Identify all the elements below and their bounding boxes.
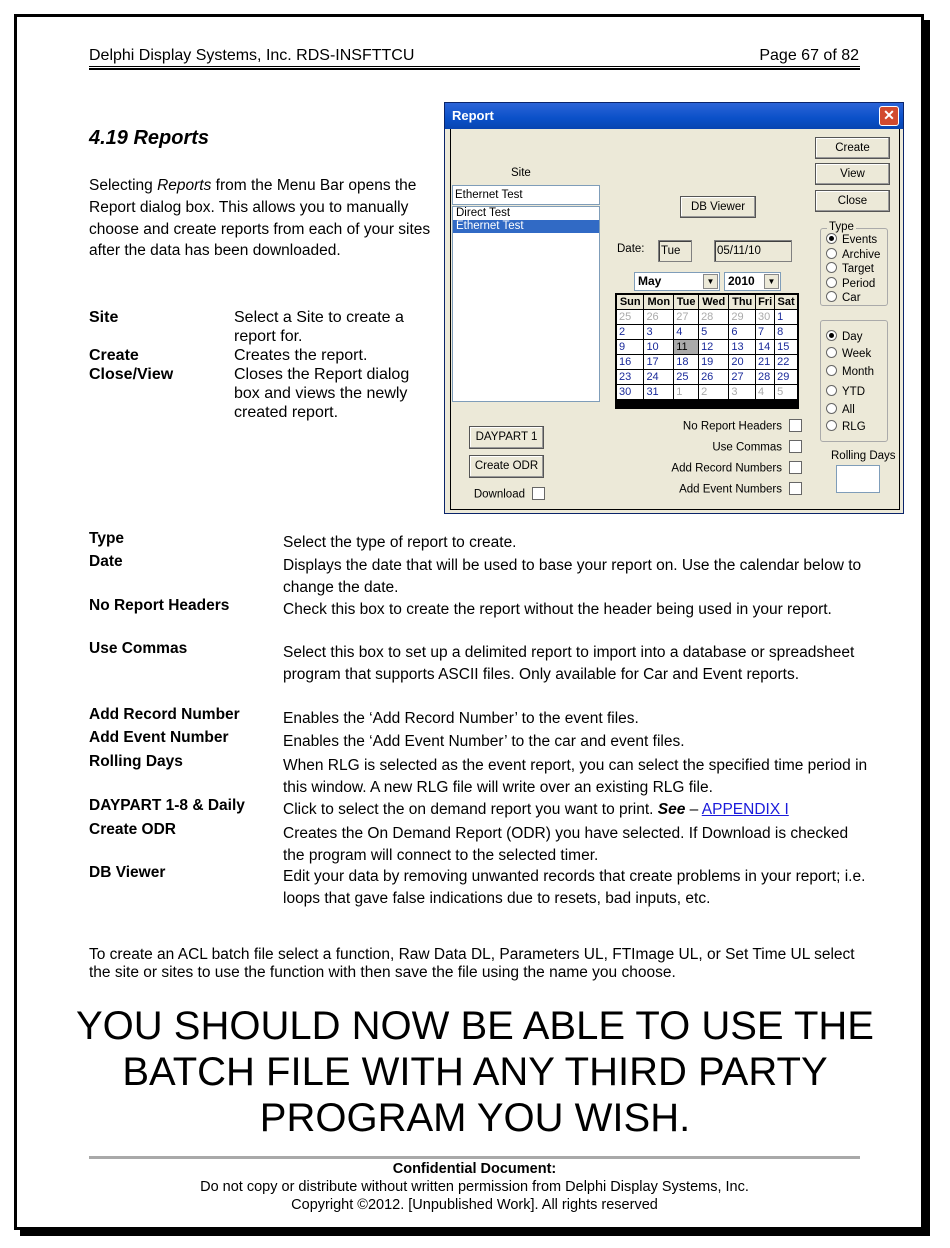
- intro-paragraph: [89, 175, 434, 262]
- calendar-week: [617, 325, 797, 339]
- chevron-down-icon[interactable]: ▼: [703, 274, 718, 289]
- weekday-header: Sat: [775, 295, 797, 309]
- radio-label: All: [842, 404, 855, 416]
- appendix-link[interactable]: APPENDIX I: [701, 801, 789, 818]
- period-radio-rlg[interactable]: [826, 421, 866, 433]
- calendar-day[interactable]: 23: [617, 370, 643, 384]
- checkbox-label: Add Event Numbers: [679, 483, 782, 496]
- calendar-day[interactable]: 10: [644, 340, 673, 354]
- calendar-day[interactable]: 20: [729, 355, 755, 369]
- date-label: Date:: [617, 243, 645, 255]
- calendar-week: [617, 355, 797, 369]
- calendar-day[interactable]: 15: [775, 340, 797, 354]
- checkbox-label: No Report Headers: [682, 420, 782, 433]
- type-radio-archive[interactable]: [826, 249, 880, 261]
- dialog-title: Report: [452, 108, 494, 123]
- use-commas-checkbox[interactable]: [660, 441, 802, 454]
- type-radio-target[interactable]: [826, 263, 874, 275]
- def-term: Create: [89, 347, 139, 364]
- type-group-label: Type: [829, 221, 854, 233]
- calendar-day[interactable]: 29: [775, 370, 797, 384]
- def-desc: Enables the ‘Add Record Number’ to the event files.: [283, 710, 639, 727]
- radio-icon: [826, 403, 837, 414]
- def-term: DB Viewer: [89, 864, 166, 881]
- site-field[interactable]: Ethernet Test: [452, 185, 600, 205]
- intro-text-1: Selecting: [89, 177, 158, 194]
- date-day-field: Tue: [658, 240, 692, 262]
- def-desc: Select a Site to create a report for.: [234, 309, 404, 345]
- db-viewer-button[interactable]: DB Viewer: [680, 196, 756, 218]
- calendar-day[interactable]: 21: [756, 355, 774, 369]
- calendar-day[interactable]: 28: [756, 370, 774, 384]
- def-desc-text: Click to select the on demand report you want to print.: [283, 801, 658, 818]
- page-footer: [89, 1160, 860, 1214]
- calendar-day[interactable]: 25: [674, 370, 698, 384]
- create-odr-button[interactable]: Create ODR: [469, 455, 544, 478]
- type-radio-events[interactable]: [826, 234, 877, 246]
- period-radio-week[interactable]: [826, 348, 871, 360]
- radio-label: Car: [842, 292, 861, 304]
- type-radio-period[interactable]: [826, 278, 875, 290]
- def-term: Date: [89, 553, 123, 570]
- calendar-day[interactable]: 5: [699, 325, 728, 339]
- see-emphasis: See: [657, 801, 686, 818]
- radio-label: Period: [842, 278, 876, 290]
- download-checkbox[interactable]: [460, 488, 545, 501]
- footer-confidential: Confidential Document:: [392, 1161, 557, 1177]
- def-term: Rolling Days: [89, 753, 183, 770]
- radio-icon: [826, 291, 837, 302]
- def-desc: Select the type of report to create.: [283, 534, 517, 551]
- def-term: Close/View: [89, 366, 174, 383]
- calendar-week: [617, 370, 797, 384]
- add-event-numbers-checkbox[interactable]: [640, 483, 802, 496]
- radio-label: YTD: [842, 386, 865, 398]
- calendar-day[interactable]: 9: [617, 340, 643, 354]
- weekday-header: Wed: [699, 295, 728, 309]
- calendar-day[interactable]: 5: [775, 385, 797, 399]
- def-desc: Creates the report.: [234, 347, 368, 364]
- site-list[interactable]: [452, 206, 600, 402]
- def-desc: Enables the ‘Add Event Number’ to the car and event files.: [283, 733, 685, 750]
- calendar-day[interactable]: 26: [644, 310, 673, 324]
- checkbox-icon[interactable]: [789, 440, 802, 453]
- checkbox-label: Use Commas: [712, 441, 782, 454]
- rolling-days-input[interactable]: [836, 465, 880, 493]
- radio-label: Month: [842, 366, 874, 378]
- header-rule: [89, 66, 860, 70]
- def-row: [89, 308, 434, 346]
- site-list-item[interactable]: Direct Test: [456, 207, 511, 219]
- calendar-day[interactable]: 24: [644, 370, 673, 384]
- period-radio-month[interactable]: [826, 366, 874, 378]
- calendar-day[interactable]: 6: [729, 325, 755, 339]
- radio-label: Day: [842, 331, 863, 343]
- month-select[interactable]: [634, 272, 720, 291]
- period-radio-ytd[interactable]: [826, 386, 865, 398]
- calendar-day[interactable]: 2: [617, 325, 643, 339]
- radio-icon: [826, 385, 837, 396]
- calendar-day[interactable]: 18: [674, 355, 698, 369]
- def-desc: Closes the Report dialog box and views the newly created report.: [234, 366, 410, 421]
- site-list-item-selected[interactable]: Ethernet Test: [453, 220, 599, 233]
- weekday-header: Fri: [756, 295, 774, 309]
- radio-selected-icon: [826, 233, 837, 244]
- calendar-week: [617, 385, 797, 399]
- calendar-weekday-row: [617, 295, 797, 309]
- def-desc: Check this box to create the report without the header being used in your report.: [283, 601, 832, 618]
- calendar-day[interactable]: 26: [699, 370, 728, 384]
- dialog-titlebar: [445, 103, 903, 129]
- radio-selected-icon: [826, 330, 837, 341]
- calendar-day[interactable]: 8: [775, 325, 797, 339]
- radio-icon: [826, 262, 837, 273]
- period-radio-day[interactable]: [826, 331, 862, 343]
- calendar-day[interactable]: 13: [729, 340, 755, 354]
- year-select[interactable]: [724, 272, 781, 291]
- close-button[interactable]: Close: [815, 190, 890, 212]
- calendar-day[interactable]: 3: [729, 385, 755, 399]
- type-radio-car[interactable]: [826, 292, 861, 304]
- def-desc: Select this box to set up a delimited report to import into a database or spreadsheet program that supports ASCII files. Only available for Car and Event reports.: [283, 644, 855, 683]
- calendar-day[interactable]: 3: [644, 325, 673, 339]
- calendar-day[interactable]: 16: [617, 355, 643, 369]
- def-desc: Edit your data by removing unwanted records that create problems in your report; i.e. loops that gave false indications due to resets, bad inputs, etc.: [283, 868, 866, 907]
- calendar-day[interactable]: 4: [756, 385, 774, 399]
- calendar-week: [617, 340, 797, 354]
- def-term: Use Commas: [89, 640, 188, 657]
- radio-label: RLG: [842, 421, 866, 433]
- def-desc: [283, 799, 873, 821]
- calendar-day[interactable]: 31: [644, 385, 673, 399]
- calendar-day[interactable]: 27: [729, 370, 755, 384]
- radio-label: Events: [842, 234, 878, 246]
- radio-label: Target: [842, 263, 874, 275]
- def-term: Add Record Number: [89, 706, 240, 723]
- radio-icon: [826, 365, 837, 376]
- calendar-day[interactable]: 1: [775, 310, 797, 324]
- radio-icon: [826, 277, 837, 288]
- rolling-days-label: Rolling Days: [831, 450, 896, 462]
- section-title: 4.19 Reports: [89, 127, 210, 149]
- calendar-day[interactable]: 30: [617, 385, 643, 399]
- def-term: DAYPART 1-8 & Daily: [89, 797, 245, 814]
- radio-label: Archive: [842, 249, 881, 261]
- checkbox-label: Download: [473, 488, 525, 501]
- period-radio-all[interactable]: [826, 404, 855, 416]
- calendar-day[interactable]: 17: [644, 355, 673, 369]
- calendar-day[interactable]: 12: [699, 340, 728, 354]
- radio-icon: [826, 248, 837, 259]
- footer-permission: Do not copy or distribute without written permission from Delphi Display Systems, Inc.: [200, 1179, 749, 1195]
- calendar-day[interactable]: 1: [674, 385, 698, 399]
- page-number: Page 67 of 82: [759, 47, 859, 64]
- def-term: Site: [89, 309, 119, 326]
- acl-batch-paragraph: To create an ACL batch file select a function, Raw Data DL, Parameters UL, FTImage UL, or Set Time UL select the site or sites to use the function with then save the file using the name you choose.: [89, 946, 855, 981]
- def-row: [89, 346, 434, 365]
- close-icon[interactable]: ✕: [879, 106, 899, 126]
- def-term: Create ODR: [89, 821, 176, 838]
- calendar-day[interactable]: 19: [699, 355, 728, 369]
- def-term: Add Event Number: [89, 729, 229, 746]
- dialog-field-definitions: [89, 308, 434, 422]
- month-value: May: [638, 274, 662, 288]
- def-term: No Report Headers: [89, 597, 230, 614]
- calendar-day-selected[interactable]: 11: [674, 340, 698, 354]
- batch-file-notice: YOU SHOULD NOW BE ABLE TO USE THE BATCH FILE WITH ANY THIRD PARTY PROGRAM YOU WISH.: [76, 1004, 874, 1140]
- view-button[interactable]: View: [815, 163, 890, 185]
- checkbox-icon[interactable]: [789, 482, 802, 495]
- calendar: [615, 293, 799, 409]
- add-record-numbers-checkbox[interactable]: [640, 462, 802, 475]
- radio-icon: [826, 347, 837, 358]
- def-term: Type: [89, 530, 125, 547]
- year-value: 2010: [728, 274, 755, 288]
- radio-label: Week: [842, 348, 872, 360]
- weekday-header: Mon: [644, 295, 673, 309]
- checkbox-icon[interactable]: [789, 419, 802, 432]
- def-desc: When RLG is selected as the event report, you can select the specified time period in this window. A new RLG file will write over an existing RLG file.: [283, 757, 868, 796]
- checkbox-label: Add Record Numbers: [671, 462, 782, 475]
- calendar-day[interactable]: 4: [674, 325, 698, 339]
- intro-text-2: from the Menu Bar opens the Report dialog box. This allows you to manually choose and create reports from each of your sites after the data has been downloaded.: [89, 177, 431, 260]
- calendar-day[interactable]: 14: [756, 340, 774, 354]
- footer-copyright: Copyright ©2012. [Unpublished Work]. All rights reserved: [291, 1197, 658, 1213]
- checkbox-icon[interactable]: [532, 487, 545, 500]
- daypart-button[interactable]: DAYPART 1: [469, 426, 544, 449]
- calendar-day[interactable]: 27: [674, 310, 698, 324]
- calendar-day[interactable]: 30: [756, 310, 774, 324]
- site-label: Site: [511, 167, 531, 179]
- header-title: Delphi Display Systems, Inc. RDS-INSFTTCU: [89, 47, 415, 64]
- calendar-day[interactable]: 29: [729, 310, 755, 324]
- def-desc: Displays the date that will be used to base your report on. Use the calendar below to change the date.: [283, 557, 862, 596]
- footer-rule: [89, 1156, 860, 1159]
- calendar-week: [617, 310, 797, 324]
- dash: –: [685, 801, 702, 818]
- weekday-header: Tue: [674, 295, 698, 309]
- radio-icon: [826, 420, 837, 431]
- calendar-day[interactable]: 22: [775, 355, 797, 369]
- calendar-day[interactable]: 7: [756, 325, 774, 339]
- calendar-day[interactable]: 2: [699, 385, 728, 399]
- date-value-field: 05/11/10: [714, 240, 792, 262]
- def-row: [89, 365, 434, 422]
- chevron-down-icon[interactable]: ▼: [764, 274, 779, 289]
- def-desc: Creates the On Demand Report (ODR) you have selected. If Download is checked the program will connect to the selected timer.: [283, 825, 849, 864]
- weekday-header: Thu: [729, 295, 755, 309]
- checkbox-icon[interactable]: [789, 461, 802, 474]
- calendar-day[interactable]: 25: [617, 310, 643, 324]
- intro-emphasis: Reports: [157, 177, 212, 194]
- create-button[interactable]: Create: [815, 137, 890, 159]
- weekday-header: Sun: [617, 295, 643, 309]
- calendar-day[interactable]: 28: [699, 310, 728, 324]
- no-report-headers-checkbox[interactable]: [660, 420, 802, 433]
